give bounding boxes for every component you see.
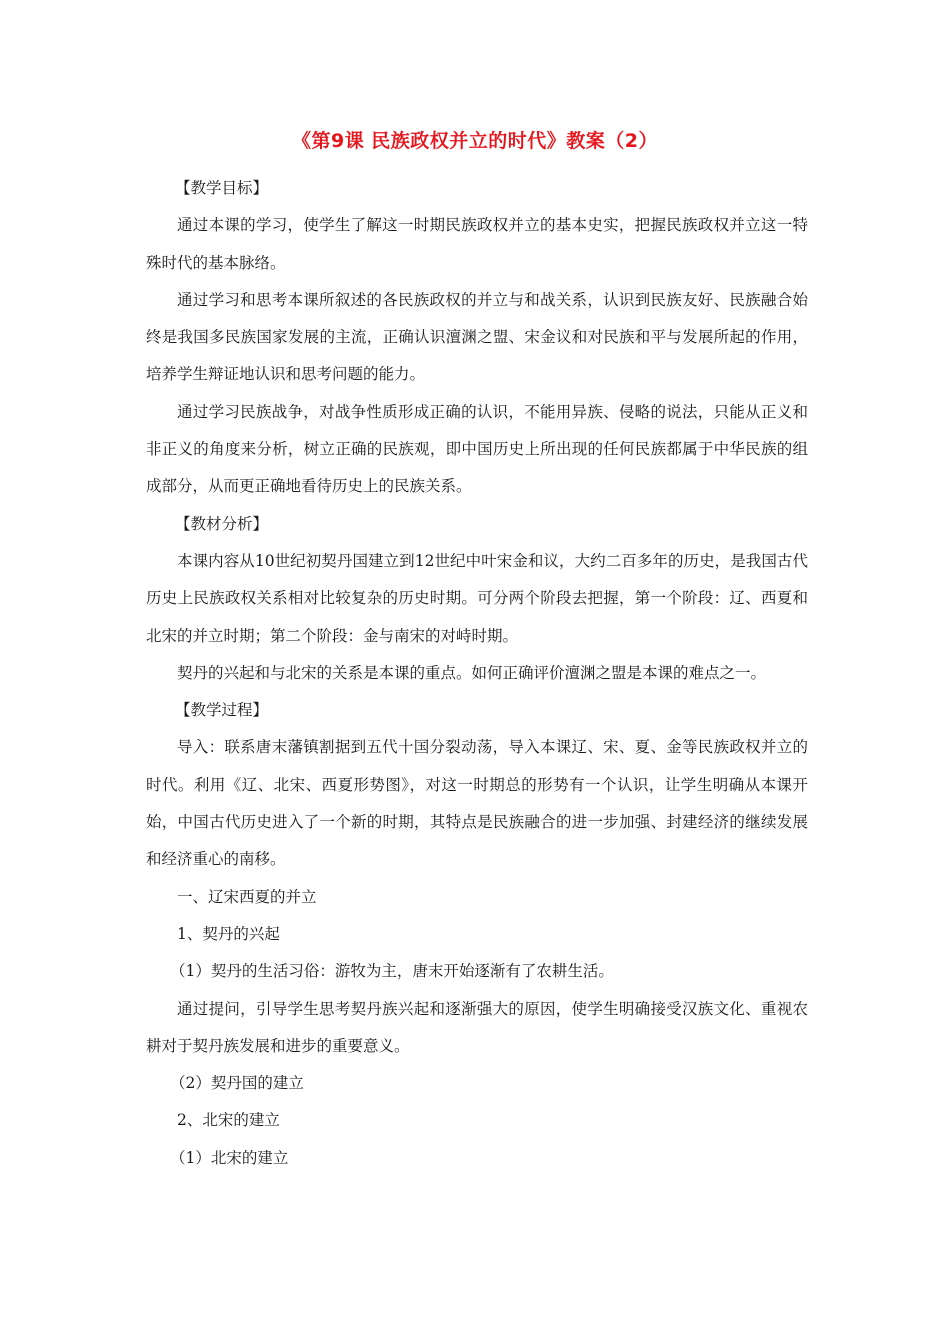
section-heading-objectives: 【教学目标】: [175, 179, 269, 197]
paragraph: 通过学习民族战争，对战争性质形成正确的认识，不能用异族、侵略的说法，只能从正义和非正义的角度来分析，树立正确的民族观，即中国历史上所出现的任何民族都属于中华民族的组成部分，从而更正确地看待历史上的民族关系。: [146, 402, 808, 496]
paragraph: 通过提问，引导学生思考契丹族兴起和逐渐强大的原因，使学生明确接受汉族文化、重视农耕对于契丹族发展和进步的重要意义。: [146, 999, 808, 1055]
paragraph: 本课内容从10世纪初契丹国建立到12世纪中叶宋金和议，大约二百多年的历史，是我国古代历史上民族政权关系相对比较复杂的历史时期。可分两个阶段去把握，第一个阶段：辽、西夏和北宋的并立时期；第二个阶段：金与南宋的对峙时期。: [146, 551, 808, 645]
subheading: 2、北宋的建立: [177, 1111, 280, 1130]
list-item: （2）契丹国的建立: [170, 1074, 304, 1093]
paragraph: 契丹的兴起和与北宋的关系是本课的重点。如何正确评价澶渊之盟是本课的难点之一。: [177, 663, 767, 682]
paragraph: 通过本课的学习，使学生了解这一时期民族政权并立的基本史实，把握民族政权并立这一特殊时代的基本脉络。: [146, 216, 808, 272]
subheading: 1、契丹的兴起: [177, 924, 280, 943]
paragraph: 通过学习和思考本课所叙述的各民族政权的并立与和战关系，认识到民族友好、民族融合始终是我国多民族国家发展的主流，正确认识澶渊之盟、宋金议和对民族和平与发展所起的作用，培养学生辩证地认识和思考问题的能力。: [146, 290, 808, 384]
paragraph: 导入：联系唐末藩镇割据到五代十国分裂动荡，导入本课辽、宋、夏、金等民族政权并立的时代。利用《辽、北宋、西夏形势图》，对这一时期总的形势有一个认识，让学生明确从本课开始，中国古代历史进入了一个新的时期，其特点是民族融合的进一步加强、封建经济的继续发展和经济重心的南移。: [146, 738, 808, 869]
section-heading-analysis: 【教材分析】: [175, 514, 269, 533]
subheading: 一、辽宋西夏的并立: [177, 887, 317, 906]
section-heading-process: 【教学过程】: [175, 701, 269, 720]
list-item: （1）契丹的生活习俗：游牧为主，唐末开始逐渐有了农耕生活。: [170, 962, 614, 981]
list-item: （1）北宋的建立: [170, 1148, 289, 1167]
document-title: 《第9课 民族政权并立的时代》教案（2）: [291, 130, 659, 152]
document-body: [146, 170, 808, 1177]
